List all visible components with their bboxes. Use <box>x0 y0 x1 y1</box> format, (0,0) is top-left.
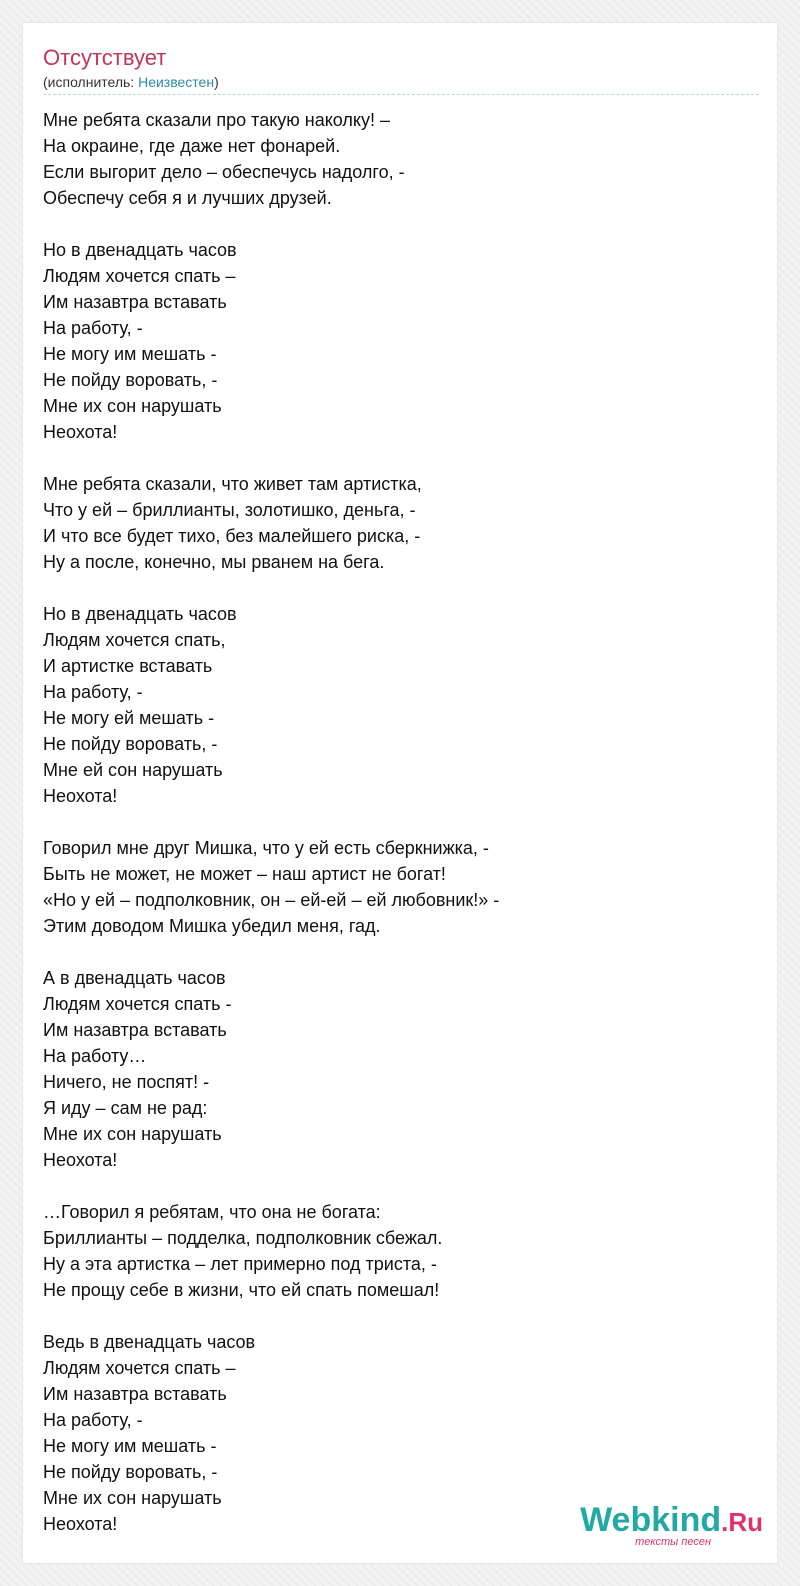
lyrics-line: Не могу им мешать - <box>43 1436 217 1456</box>
lyrics-line: Не пойду воровать, - <box>43 1462 218 1482</box>
lyrics-line: Бриллианты – подделка, подполковник сбежал. <box>43 1228 443 1248</box>
lyrics-line: На работу… <box>43 1046 147 1066</box>
lyrics-line: Ну а эта артистка – лет примерно под триста, - <box>43 1254 437 1274</box>
lyrics-line: Ведь в двенадцать часов <box>43 1332 256 1352</box>
logo-tagline: тексты песен <box>635 1536 711 1548</box>
lyrics-line: Мне их сон нарушать <box>43 396 222 416</box>
lyrics-line: Им назавтра вставать <box>43 1020 227 1040</box>
lyrics-line: Не пойду воровать, - <box>43 370 218 390</box>
lyrics-line: Неохота! <box>43 422 118 442</box>
lyrics-line: «Но у ей – подполковник, он – ей-ей – ей любовник!» - <box>43 890 500 910</box>
lyrics-line: Им назавтра вставать <box>43 292 227 312</box>
lyrics-line: А в двенадцать часов <box>43 968 226 988</box>
artist-line <box>43 73 219 91</box>
lyrics-stanza <box>43 107 759 211</box>
lyrics-line: На работу, - <box>43 682 143 702</box>
lyrics-line: Людям хочется спать, <box>43 630 226 650</box>
lyrics-line: Я иду – сам не рад: <box>43 1098 208 1118</box>
lyrics-line: Мне их сон нарушать <box>43 1124 222 1144</box>
artist-prefix: (исполнитель: <box>43 74 139 90</box>
lyrics-text <box>43 107 759 1563</box>
artist-link[interactable]: Неизвестен <box>138 74 215 90</box>
lyrics-line: Не пойду воровать, - <box>43 734 218 754</box>
lyrics-line: На работу, - <box>43 1410 143 1430</box>
lyrics-stanza <box>43 835 759 939</box>
lyrics-line: И что все будет тихо, без малейшего риска, - <box>43 526 421 546</box>
lyrics-line: Говорил мне друг Мишка, что у ей есть сберкнижка, - <box>43 838 489 858</box>
lyrics-line: Неохота! <box>43 786 118 806</box>
header-divider <box>43 94 759 95</box>
lyrics-line: Но в двенадцать часов <box>43 240 237 260</box>
lyrics-line: Не могу ей мешать - <box>43 708 215 728</box>
lyrics-line: Неохота! <box>43 1150 118 1170</box>
logo-wordmark <box>580 1501 763 1541</box>
lyrics-line: Что у ей – бриллианты, золотишко, деньга, - <box>43 500 416 520</box>
lyrics-line: Ну а после, конечно, мы рванем на бега. <box>43 552 385 572</box>
lyrics-line: …Говорил я ребятам, что она не богата: <box>43 1202 381 1222</box>
lyrics-line: Людям хочется спать - <box>43 994 232 1014</box>
lyrics-line: Им назавтра вставать <box>43 1384 227 1404</box>
lyrics-line: И артистке вставать <box>43 656 213 676</box>
lyrics-line: Ничего, не поспят! - <box>43 1072 210 1092</box>
lyrics-line: Не прощу себе в жизни, что ей спать помешал! <box>43 1280 440 1300</box>
lyrics-stanza <box>43 1199 759 1303</box>
lyrics-stanza <box>43 965 759 1173</box>
lyrics-line: Если выгорит дело – обеспечусь надолго, - <box>43 162 405 182</box>
lyrics-stanza <box>43 601 759 809</box>
lyrics-line: Не могу им мешать - <box>43 344 217 364</box>
lyrics-stanza <box>43 471 759 575</box>
lyrics-line: Людям хочется спать – <box>43 266 236 286</box>
logo-name: Webkind <box>580 1501 722 1539</box>
webkind-logo[interactable] <box>573 1501 763 1549</box>
lyrics-line: Мне ей сон нарушать <box>43 760 223 780</box>
lyrics-line: На окраине, где даже нет фонарей. <box>43 136 341 156</box>
lyrics-line: Обеспечу себя я и лучших друзей. <box>43 188 332 208</box>
lyrics-line: Этим доводом Мишка убедил меня, гад. <box>43 916 381 936</box>
lyrics-line: Но в двенадцать часов <box>43 604 237 624</box>
lyrics-line: На работу, - <box>43 318 143 338</box>
song-title: Отсутствует <box>43 45 167 70</box>
lyrics-card <box>22 22 778 1564</box>
lyrics-stanza <box>43 237 759 445</box>
lyrics-line: Быть не может, не может – наш артист не богат! <box>43 864 446 884</box>
lyrics-line: Мне ребята сказали про такую наколку! – <box>43 110 391 130</box>
lyrics-line: Неохота! <box>43 1514 118 1534</box>
lyrics-line: Мне ребята сказали, что живет там артистка, <box>43 474 422 494</box>
logo-tld: .Ru <box>721 1507 763 1537</box>
artist-suffix: ) <box>214 74 219 90</box>
lyrics-line: Мне их сон нарушать <box>43 1488 222 1508</box>
lyrics-line: Людям хочется спать – <box>43 1358 236 1378</box>
